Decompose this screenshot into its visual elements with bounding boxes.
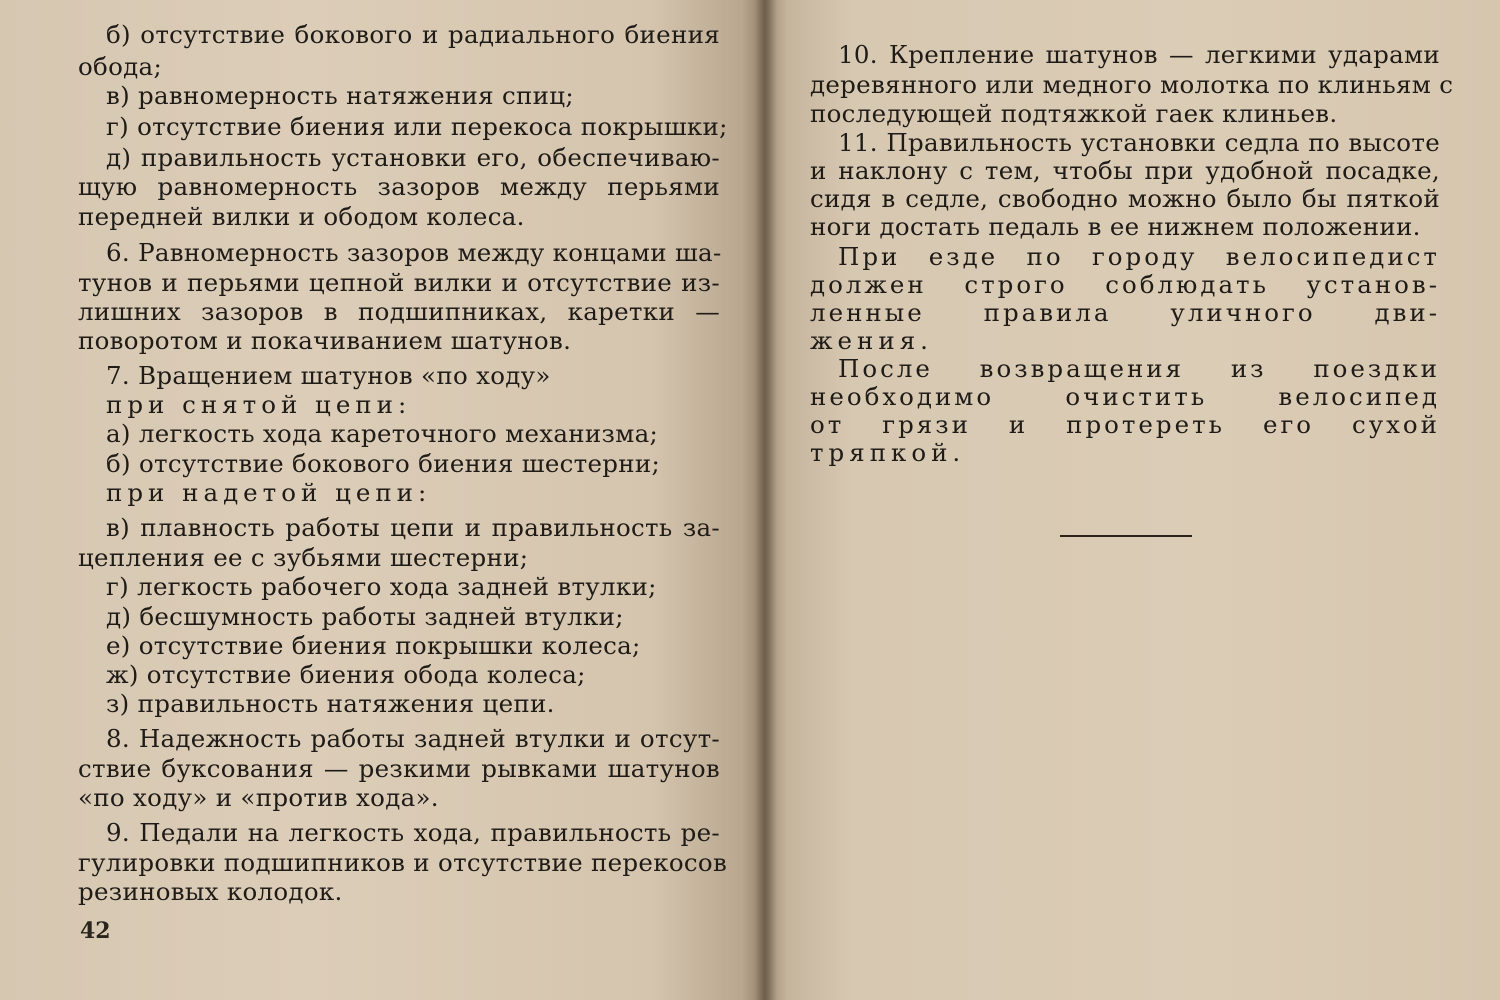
text-line: 6. Равномерность зазоров между концами ша- (106, 238, 722, 267)
text-line: в) плавность работы цепи и правильность за- (106, 513, 720, 542)
text-line: е) отсутствие биения покрышки колеса; (106, 631, 641, 660)
text-line: д) бесшумность работы задней втулки; (106, 602, 624, 631)
text-line: б) отсутствие бокового и радиального биения (106, 20, 720, 49)
text-line: при снятой цепи: (106, 390, 412, 419)
text-line: б) отсутствие бокового биения шестерни; (106, 449, 661, 478)
text-line: тунов и перьями цепной вилки и отсутствие из- (78, 268, 720, 297)
text-line: ноги достать педаль в ее нижнем положении. (810, 212, 1421, 241)
text-line: деревянного или медного молотка по клиньям с (810, 70, 1454, 99)
text-line: ствие буксования — резкими рывками шатунов (78, 754, 720, 783)
text-line: После возвращения из поездки (838, 354, 1440, 383)
text-line: г) отсутствие биения или перекоса покрышки; (106, 112, 728, 141)
text-line: г) легкость рабочего хода задней втулки; (106, 572, 657, 601)
right-page (765, 0, 1500, 1000)
text-line: При езде по городу велосипедист (838, 242, 1440, 271)
text-line: тряпкой. (810, 438, 966, 467)
text-line: обода; (78, 52, 162, 81)
text-line: ж) отсутствие биения обода колеса; (106, 660, 586, 689)
page-number: 42 (80, 918, 111, 944)
text-line: 9. Педали на легкость хода, правильность ре- (106, 818, 720, 847)
text-line: д) правильность установки его, обеспечиваю- (106, 143, 720, 172)
text-line: жения. (810, 326, 933, 355)
text-line: при надетой цепи: (106, 478, 432, 507)
text-line: сидя в седле, свободно можно было бы пяткой (810, 184, 1440, 213)
end-rule-divider (1060, 535, 1192, 537)
book-gutter (755, 0, 777, 1000)
text-line: щую равномерность зазоров между перьями (78, 172, 720, 201)
text-line: передней вилки и ободом колеса. (78, 202, 525, 231)
text-line: цепления ее с зубьями шестерни; (78, 543, 529, 572)
text-line: от грязи и протереть его сухой (810, 410, 1440, 439)
text-line: и наклону с тем, чтобы при удобной посадке, (810, 156, 1440, 185)
text-line: 11. Правильность установки седла по высоте (838, 128, 1440, 157)
text-line: 8. Надежность работы задней втулки и отсут- (106, 724, 720, 753)
text-line: «по ходу» и «против хода». (78, 783, 439, 812)
text-line: лишних зазоров в подшипниках, каретки — (78, 297, 720, 326)
text-line: з) правильность натяжения цепи. (106, 689, 555, 718)
text-line: в) равномерность натяжения спиц; (106, 81, 574, 110)
text-line: гулировки подшипников и отсутствие перекосов (78, 848, 728, 877)
text-line: резиновых колодок. (78, 877, 343, 906)
text-line: последующей подтяжкой гаек клиньев. (810, 99, 1338, 128)
text-line: должен строго соблюдать установ- (810, 270, 1440, 299)
text-line: а) легкость хода кареточного механизма; (106, 419, 659, 448)
text-line: ленные правила уличного дви- (810, 298, 1440, 327)
text-line: 10. Крепление шатунов — легкими ударами (838, 40, 1440, 69)
text-line: необходимо очистить велосипед (810, 382, 1440, 411)
text-line: 7. Вращением шатунов «по ходу» (106, 361, 551, 390)
text-line: поворотом и покачиванием шатунов. (78, 326, 572, 355)
